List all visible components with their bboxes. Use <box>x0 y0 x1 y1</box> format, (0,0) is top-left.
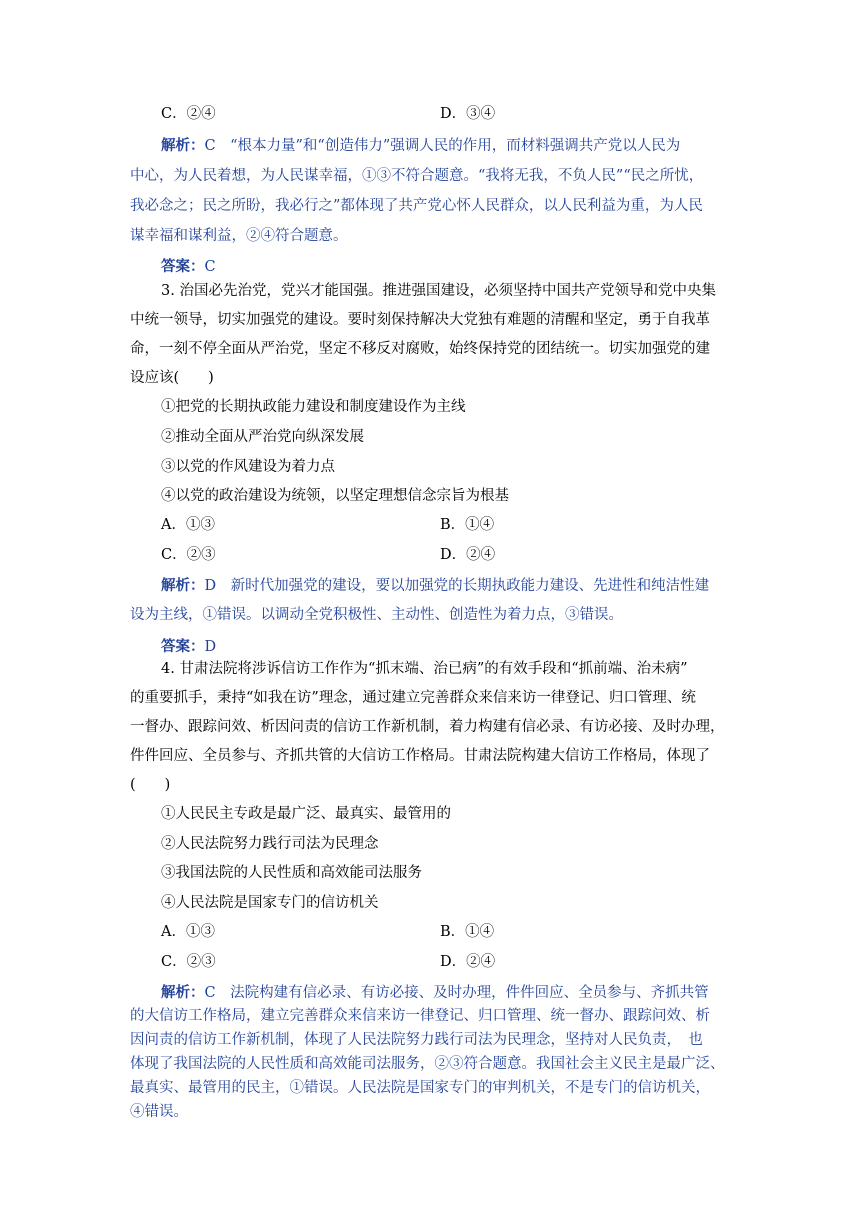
q4-option-a: A．①③ <box>161 924 215 940</box>
q3-answer-value: D <box>204 639 217 655</box>
q3-option-b: B．①④ <box>440 517 495 533</box>
q4-analysis-line-6: ④错误。 <box>130 1104 188 1120</box>
q2-answer-value: C <box>204 259 216 275</box>
q2-analysis-line-2: 中心，为人民着想，为人民谋幸福，①③不符合题意。“我将无我，不负人民”“民之所忧， <box>130 168 704 184</box>
q4-stem-line-2: 的重要抓手，秉持“如我在访”理念，通过建立完善群众来信来访一律登记、归口管理、统 <box>130 690 696 706</box>
q4-analysis-line-4: 体现了我国法院的人民性质和高效能司法服务，②③符合题意。我国社会主义民主是最广泛、 <box>130 1056 725 1072</box>
q2-analysis-line-4: 谋幸福和谋利益，②④符合题意。 <box>130 228 348 244</box>
q3-stem-line-1: 3. 治国必先治党，党兴才能国强。推进强国建设，必须坚持中国共产党领导和党中央集 <box>161 283 716 299</box>
q4-stem-line-5: ( ) <box>130 777 171 793</box>
q2-analysis-line-1 <box>161 136 741 156</box>
q2-option-c: C．②④ <box>161 106 216 122</box>
q4-stem-line-3: 一督办、跟踪问效、析因问责的信访工作新机制，着力构建有信必录、有访必接、及时办理， <box>130 719 725 735</box>
q3-item-4: ④以党的政治建设为统领，以坚定理想信念宗旨为根基 <box>161 488 509 504</box>
q4-option-b: B．①④ <box>440 924 495 940</box>
q3-stem-line-4: 设应该( ) <box>130 370 214 386</box>
q2-answer <box>161 257 741 277</box>
q3-answer-label: 答案： <box>161 638 205 655</box>
q3-item-3: ③以党的作风建设为着力点 <box>161 459 335 475</box>
q3-analysis-line-1 <box>161 576 741 596</box>
q3-item-2: ②推动全面从严治党向纵深发展 <box>161 429 364 445</box>
q2-analysis-label: 解析： <box>161 137 205 154</box>
q4-option-c: C．②③ <box>161 954 216 970</box>
q4-item-2: ②人民法院努力践行司法为民理念 <box>161 836 379 852</box>
q3-option-d: D．②④ <box>440 547 496 563</box>
q4-analysis-line-1 <box>161 983 741 1003</box>
q4-item-3: ③我国法院的人民性质和高效能司法服务 <box>161 865 422 881</box>
q2-analysis-line-3: 我必念之；民之所盼，我必行之”都体现了共产党心怀人民群众，以人民利益为重，为人民 <box>130 198 703 214</box>
q4-item-1: ①人民民主专政是最广泛、最真实、最管用的 <box>161 806 451 822</box>
q3-stem-line-3: 命，一刻不停全面从严治党，坚定不移反对腐败，始终保持党的团结统一。切实加强党的建 <box>130 341 710 357</box>
q2-answer-label: 答案： <box>161 258 205 275</box>
q4-item-4: ④人民法院是国家专门的信访机关 <box>161 895 379 911</box>
q4-stem-line-1: 4. 甘肃法院将涉诉信访工作作为“抓末端、治已病”的有效手段和“抓前端、治未病” <box>161 661 688 677</box>
q3-analysis-label: 解析： <box>161 577 205 594</box>
q2-analysis-text-1: C “根本力量”和“创造伟力”强调人民的作用，而材料强调共产党以人民为 <box>204 138 681 154</box>
q4-analysis-text-1: C 法院构建有信必录、有访必接、及时办理，件件回应、全员参与、齐抓共管 <box>204 985 709 1001</box>
q3-analysis-text-1: D 新时代加强党的建设，要以加强党的长期执政能力建设、先进性和纯洁性建 <box>204 578 710 594</box>
q4-analysis-line-5: 最真实、最管用的民主，①错误。人民法院是国家专门的审判机关，不是专门的信访机关， <box>130 1080 710 1096</box>
q4-analysis-line-2: 的大信访工作格局，建立完善群众来信来访一律登记、归口管理、统一督办、跟踪问效、析 <box>130 1008 710 1024</box>
q4-analysis-line-3: 因问责的信访工作新机制，体现了人民法院努力践行司法为民理念，坚持对人民负责， 也 <box>130 1032 703 1048</box>
q3-option-a: A．①③ <box>161 517 215 533</box>
q2-option-d: D．③④ <box>440 106 496 122</box>
q4-stem-line-4: 件件回应、全员参与、齐抓共管的大信访工作格局。甘肃法院构建大信访工作格局，体现了 <box>130 748 710 764</box>
q3-item-1: ①把党的长期执政能力建设和制度建设作为主线 <box>161 399 466 415</box>
q4-analysis-label: 解析： <box>161 984 205 1001</box>
q3-option-c: C．②③ <box>161 547 216 563</box>
q3-analysis-line-2: 设为主线，①错误。以调动全党积极性、主动性、创造性为着力点，③错误。 <box>130 607 623 623</box>
q3-answer <box>161 637 741 657</box>
q3-stem-line-2: 中统一领导，切实加强党的建设。要时刻保持解决大党独有难题的清醒和坚定，勇于自我革 <box>130 312 710 328</box>
q4-option-d: D．②④ <box>440 954 496 970</box>
